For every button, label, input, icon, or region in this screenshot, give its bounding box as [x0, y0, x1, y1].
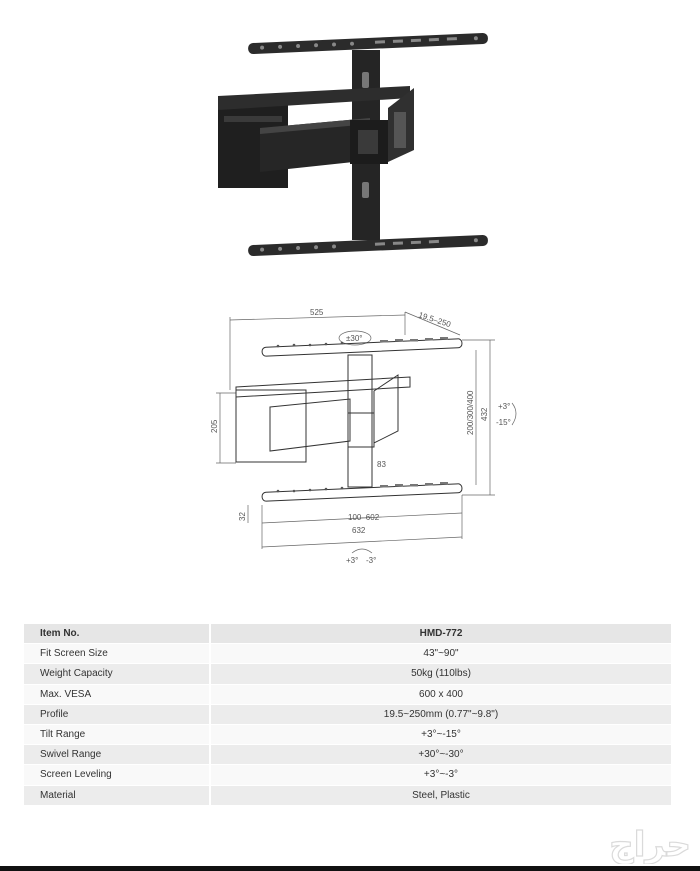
spec-value: +3°~-15° [210, 724, 671, 744]
spec-value: 19.5~250mm (0.77"~9.8") [210, 704, 671, 724]
spec-value: 43"~90" [210, 644, 671, 664]
haraj-watermark-logo [495, 822, 695, 864]
dim-level-left: +3° [346, 556, 359, 565]
spec-table [24, 624, 671, 806]
table-row [24, 765, 671, 785]
technical-drawing [200, 295, 530, 575]
table-row [24, 644, 671, 664]
spec-value: +30°~-30° [210, 745, 671, 765]
dim-width: 525 [310, 308, 324, 317]
watermark-text: حراج [609, 825, 691, 864]
table-row [24, 724, 671, 744]
dim-plate-width: 83 [377, 460, 386, 469]
dim-tilt-up: +3° [498, 402, 511, 411]
dim-depth: 19.5–250 [417, 310, 452, 330]
dim-vesa-horizontal: 100–602 [348, 513, 380, 522]
product-photo [200, 20, 500, 270]
spec-value: +3°~-3° [210, 765, 671, 785]
table-row [24, 785, 671, 805]
spec-header-value: HMD-772 [210, 624, 671, 644]
spec-value: Steel, Plastic [210, 785, 671, 805]
spec-label: Tilt Range [24, 724, 210, 744]
dim-swivel: ±30° [346, 334, 363, 343]
dim-arm-height: 205 [210, 419, 219, 433]
dim-level-right: -3° [366, 556, 377, 565]
spec-label: Swivel Range [24, 745, 210, 765]
table-row [24, 664, 671, 684]
spec-header-label: Item No. [24, 624, 210, 644]
dim-vesa-vertical: 200/300/400 [466, 390, 475, 435]
spec-header-row [24, 624, 671, 644]
table-row [24, 745, 671, 765]
spec-value: 50kg (110lbs) [210, 664, 671, 684]
table-row [24, 684, 671, 704]
spec-label: Screen Leveling [24, 765, 210, 785]
spec-label: Profile [24, 704, 210, 724]
spec-value: 600 x 400 [210, 684, 671, 704]
dim-plate-depth: 32 [238, 512, 247, 521]
dim-height: 432 [480, 407, 489, 421]
spec-label: Material [24, 785, 210, 805]
table-row [24, 704, 671, 724]
dim-tilt-down: -15° [496, 418, 511, 427]
spec-label: Fit Screen Size [24, 644, 210, 664]
bottom-border [0, 866, 700, 871]
dim-overall-width: 632 [352, 526, 366, 535]
spec-label: Max. VESA [24, 684, 210, 704]
spec-label: Weight Capacity [24, 664, 210, 684]
